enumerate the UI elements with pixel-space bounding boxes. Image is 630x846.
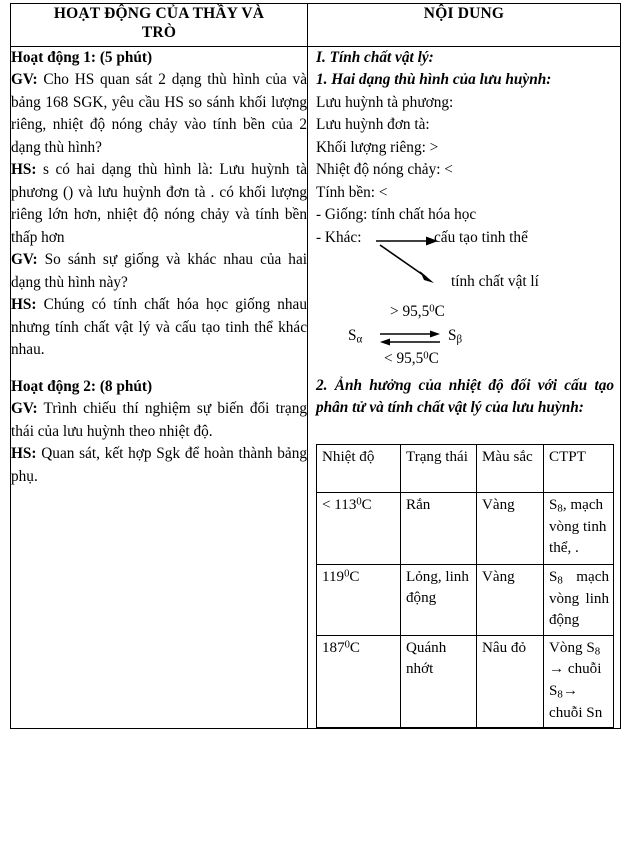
equilibrium-species-alpha: $S_\alpha$ [348, 326, 363, 346]
table-header-row [11, 4, 621, 47]
table-row [317, 635, 614, 728]
activity1-block-2: GV: So sánh sự giống và khác nhau của hai dạng thù hình này? [11, 251, 307, 291]
formula-line-2: → chuỗi [549, 661, 602, 678]
activities-column [11, 47, 308, 729]
col-header-formula: CTPT [544, 444, 614, 492]
col-header-temperature: Nhiệt độ [317, 444, 401, 492]
table-row [317, 564, 614, 635]
cell-temperature: $119^0C$ [317, 564, 401, 635]
table-row [317, 492, 614, 564]
lesson-plan-table [10, 3, 621, 729]
header-cell-content [308, 4, 621, 47]
section-heading-physical-properties: I. Tính chất vật lý: [316, 49, 434, 66]
difference-branch-diagram [316, 227, 614, 295]
property-line-3: Nhiệt độ nóng chảy: < [316, 161, 453, 179]
property-line-4: Tính bền: < [316, 183, 388, 201]
subsection-heading-allotropes: 1. Hai dạng thù hình của lưu huỳnh: [316, 71, 552, 89]
cell-formula: $S_8$, mạch vòng tinh thể, . [544, 492, 614, 564]
equilibrium-diagram [316, 301, 614, 375]
content-column [308, 47, 621, 729]
activity1-block-3: HS: Chúng có tính chất hóa học giống nhau nhưng tính chất vật lý và cấu tạo tinh thể khác nhau. [11, 296, 307, 359]
property-line-1: Lưu huỳnh đơn tà: [316, 116, 430, 134]
activity2-title: Hoạt động 2: (8 phút) [11, 377, 153, 395]
header-content-label: NỘI DUNG [423, 5, 505, 22]
cell-color: Vàng [477, 564, 544, 635]
header-cell-activities [11, 4, 308, 47]
table-spacer [316, 420, 614, 442]
cell-state: Quánh nhớt [401, 635, 477, 728]
cell-color: Vàng [477, 492, 544, 564]
property-line-2: Khối lượng riêng: > [316, 138, 439, 156]
cell-state: Rắn [401, 492, 477, 564]
cell-temperature: < $113^0C$ [317, 492, 401, 564]
activity2-block-0: GV: Trình chiếu thí nghiệm sự biến đổi trạng thái của lưu huỳnh theo nhiệt độ. [11, 400, 307, 440]
header-activities-line2: TRÒ [141, 24, 177, 42]
col-header-state: Trạng thái [401, 444, 477, 492]
difference-target-crystal: cấu tạo tinh thể [434, 228, 528, 246]
cell-temperature: $187^0C$ [317, 635, 401, 728]
formula-line-1: Vòng $S_8$ [549, 639, 601, 657]
difference-label: - Khác: [316, 228, 362, 246]
col-header-color: Màu sắc [477, 444, 544, 492]
table-body-row [11, 47, 621, 729]
header-activities-line1: HOẠT ĐỘNG CỦA THẦY VÀ [53, 5, 265, 22]
cell-state: Lỏng, linh động [401, 564, 477, 635]
equilibrium-species-beta: $S_\beta$ [448, 326, 463, 346]
subsection-heading-temperature-effect: 2. Ảnh hưởng của nhiệt độ đối với cấu tạo phân tử và tính chất vật lý của lưu huỳnh: [316, 376, 614, 417]
activity1-block-0: GV: Cho HS quan sát 2 dạng thù hình của và bảng 168 SGK, yêu cầu HS so sánh khối lượng riêng, nhiệt độ nóng chảy vào tính bền của 2 dạng thù hình? [11, 71, 307, 156]
properties-data-table [316, 444, 614, 728]
cell-color: Nâu đỏ [477, 635, 544, 728]
reversible-arrow-icon [376, 329, 444, 349]
difference-target-physical: tính chất vật lí [451, 272, 539, 290]
activity-spacer [11, 362, 307, 376]
data-table-header-row [317, 444, 614, 492]
equilibrium-above-condition: > $95,5^0C$ [390, 302, 445, 320]
activity1-block-1: HS: s có hai dạng thù hình là: Lưu huỳnh tà phương () và lưu huỳnh đơn tà . có khối lượng riêng lớn hơn, nhiệt độ nóng chảy và tính bền thấp hơn [11, 161, 307, 246]
property-line-0: Lưu huỳnh tà phương: [316, 93, 454, 111]
cell-formula [544, 635, 614, 728]
activity1-title: Hoạt động 1: (5 phút) [11, 49, 153, 66]
activity2-block-1: HS: Quan sát, kết hợp Sgk để hoàn thành bảng phụ. [11, 445, 307, 485]
equilibrium-below-condition: < $95,5^0C$ [384, 349, 439, 367]
similarity-line: - Giống: tính chất hóa học [316, 206, 477, 224]
formula-line-3: $S_8\to$ chuỗi Sn [549, 682, 603, 721]
cell-formula: $S_8$ mạch vòng linh động [544, 564, 614, 635]
